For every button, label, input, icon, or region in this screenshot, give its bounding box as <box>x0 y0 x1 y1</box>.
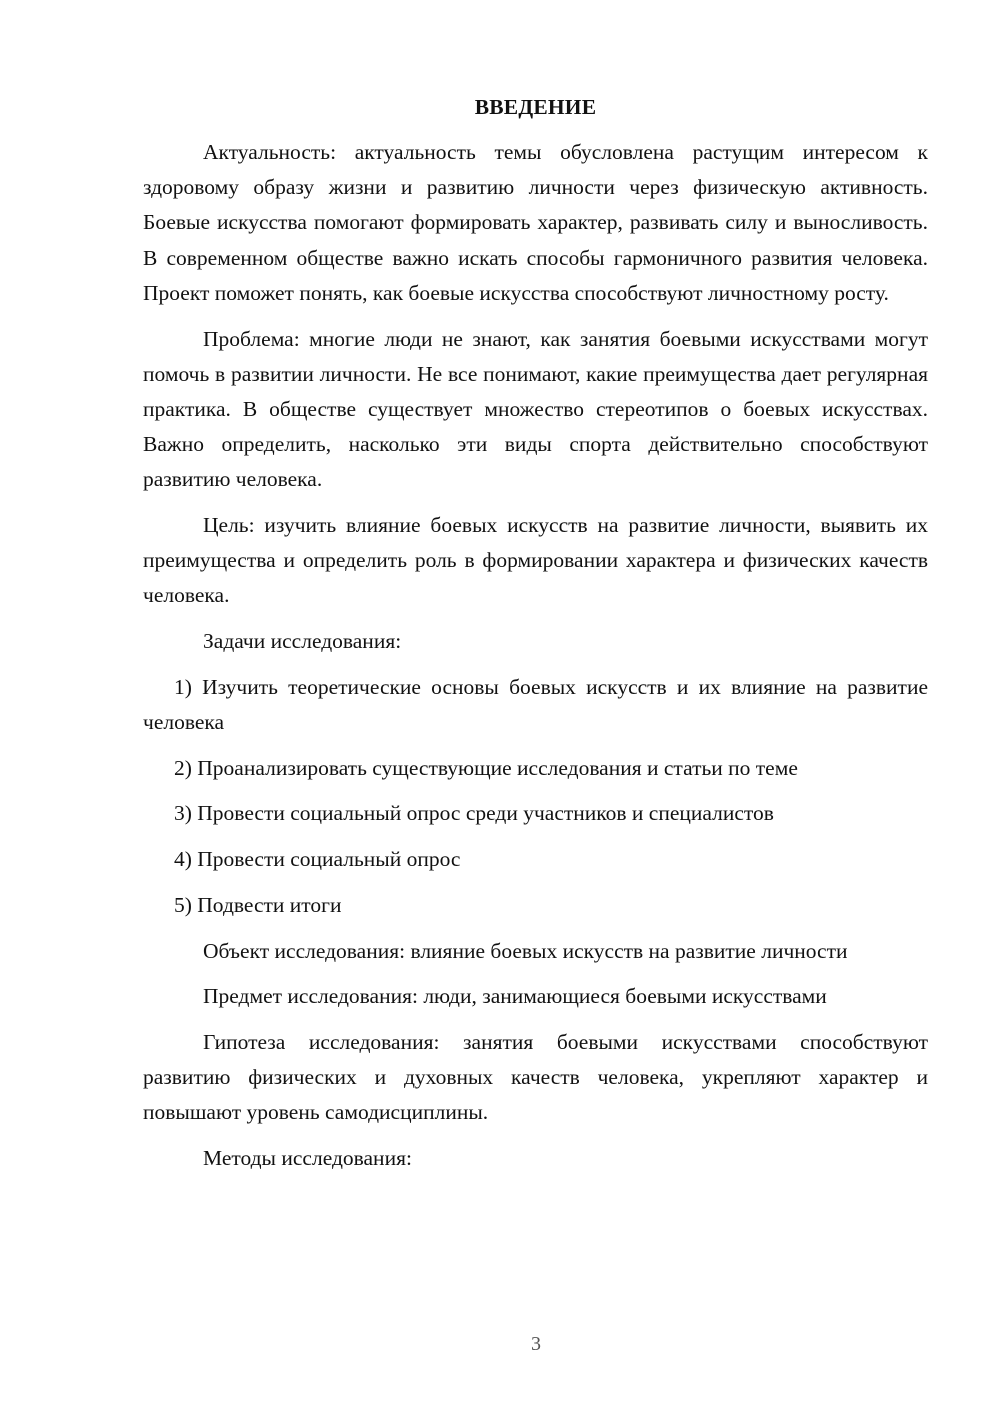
task-item-3: 3) Провести социальный опрос среди участников и специалистов <box>174 801 774 826</box>
methods-heading: Методы исследования: <box>203 1146 412 1171</box>
problem-paragraph: Проблема: многие люди не знают, как занятия боевыми искусствами могут помочь в развитии личности. Не все понимают, какие преимущества дает регулярная практика. В обществе существует множество стереотипов о боевых искусствах. Важно определить, насколько эти виды спорта действительно способствуют развитию человека. <box>143 326 928 492</box>
task-item-2: 2) Проанализировать существующие исследования и статьи по теме <box>174 755 798 780</box>
goal-paragraph: Цель: изучить влияние боевых искусств на развитие личности, выявить их преимущества и определить роль в формировании характера и физических качеств человека. <box>143 513 928 608</box>
task-item-1: 1) Изучить теоретические основы боевых искусств и их влияние на развитие человека <box>143 674 928 735</box>
page-number: 3 <box>531 1333 541 1355</box>
task-item-4: 4) Провести социальный опрос <box>174 847 461 872</box>
tasks-heading: Задачи исследования: <box>203 629 402 654</box>
relevance-paragraph: Актуальность: актуальность темы обусловлена растущим интересом к здоровому образу жизни и развитию личности через физическую активность. Боевые искусства помогают формировать характер, развивать силу и выносливость. В современном обществе важно искать способы гармоничного развития человека. Проект поможет понять, как боевые искусства способствуют личностному росту. <box>143 140 928 305</box>
section-title: ВВЕДЕНИЕ <box>474 95 597 119</box>
hypothesis-paragraph: Гипотеза исследования: занятия боевыми искусствами способствуют развитию физических и духовных качеств человека, укрепляют характер и повышают уровень самодисциплины. <box>143 1029 928 1125</box>
object-paragraph: Объект исследования: влияние боевых искусств на развитие личности <box>203 938 848 963</box>
subject-paragraph: Предмет исследования: люди, занимающиеся боевыми искусствами <box>203 984 827 1009</box>
page-content <box>143 90 928 1187</box>
task-item-5: 5) Подвести итоги <box>174 892 342 917</box>
